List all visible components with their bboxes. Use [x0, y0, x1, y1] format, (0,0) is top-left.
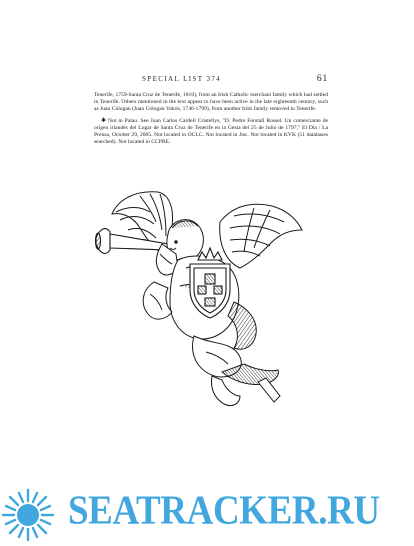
watermark-text: SEATRACKER.RU — [68, 487, 380, 534]
right-wing — [220, 204, 302, 268]
entry-continuation-paragraph: Tenerife, 1759-Santa Cruz de Tenerife, 1810), from an Irish Catholic merchant family which had settled in Tenerife. Others mentioned in the text appear to have been active in the late eighteenth century, such as Juan Cólogan (Juan Cólogan Valois, 1746-1799), from another Irish family removed to Tenerife. — [94, 92, 328, 112]
list-title: SPECIAL LIST 374 — [142, 75, 222, 83]
note-bullet-icon: ✱ — [101, 118, 107, 124]
trumpeting-angel-engraving-icon — [94, 182, 306, 410]
running-head — [94, 74, 328, 86]
bibliographic-note-paragraph — [94, 118, 328, 146]
catalogue-entry-text — [94, 92, 328, 146]
bibliographic-note-text: Not in Palau. See Juan Carlos Cardell Cristellys, "D. Pedro Forstall Russel. Un comerciante de origen irlandés del Lugar de Santa Cruz de Tenerife en la Gesta del 25 de Julio de 1797," El Día / La Prensa, October 29, 2005. Not located in OCLC. Not located in Jisc. Not located in KVK (51 databases searched). Not located in CCPBE. — [94, 118, 328, 145]
page-number: 61 — [316, 74, 328, 84]
